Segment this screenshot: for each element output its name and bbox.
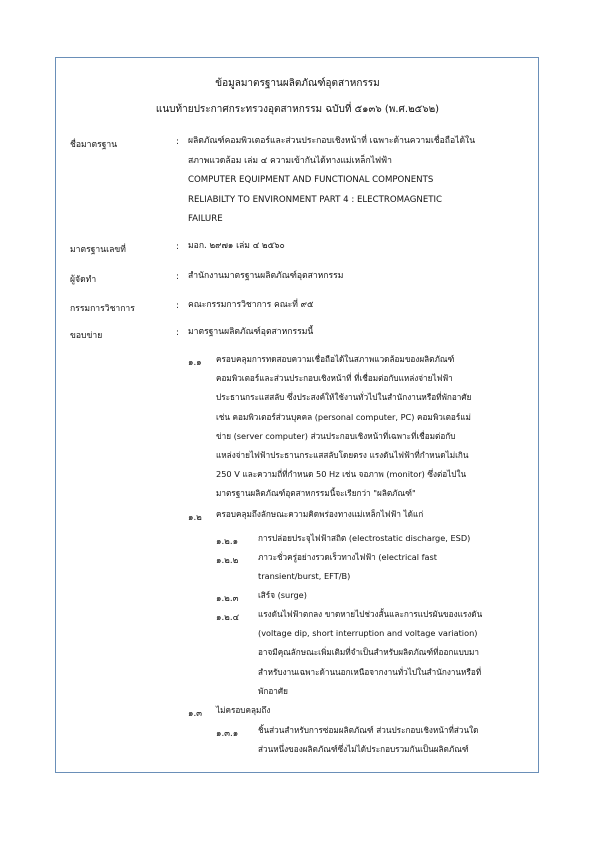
prepared-by-value: สำนักงานมาตรฐานผลิตภัณฑ์อุตสาหกรรม: [188, 271, 344, 281]
text-line: (voltage dip, short interruption and voltage variation): [258, 628, 478, 639]
document-subtitle: แนบท้ายประกาศกระทรวงอุตสาหกรรม ฉบับที่ ๕๑๓๖ (พ.ศ.๒๕๖๒): [155, 104, 440, 115]
text-line: ประธานกระแสสลับ ซึ่งประสงค์ให้ใช้งานทั่วไปในสำนักงานหรือที่พักอาศัย: [216, 392, 472, 403]
standard-name-line: COMPUTER EQUIPMENT AND FUNCTIONAL COMPONENTS: [188, 175, 434, 185]
text-line: การปล่อยประจุไฟฟ้าสถิต (electrostatic discharge, ESD): [258, 533, 471, 543]
section-1-2-3-text: [258, 586, 307, 605]
section-1-2-4-text: [258, 605, 482, 701]
section-number: ๑.๒.๑: [216, 537, 239, 547]
document-title: ข้อมูลมาตรฐานผลิตภัณฑ์อุตสาหกรรม: [215, 78, 380, 89]
colon: :: [176, 328, 179, 338]
colon: :: [176, 137, 179, 147]
section-number: ๑.๓: [188, 709, 203, 719]
section-number: ๑.๑: [188, 358, 202, 368]
standard-name-value: [188, 132, 475, 230]
text-line: ส่วนหนึ่งของผลิตภัณฑ์ซึ่งไม่ได้ประกอบรวมกันเป็นผลิตภัณฑ์: [258, 744, 469, 755]
committee-label: กรรมการวิชาการ: [70, 304, 135, 314]
colon: :: [176, 242, 179, 252]
scope-label: ขอบข่าย: [70, 331, 103, 341]
standard-name-line: RELIABILTY TO ENVIRONMENT PART 4 : ELECTROMAGNETIC: [188, 194, 443, 205]
text-line: ข่าย (server computer) ส่วนประกอบเชิงหน้าที่เฉพาะที่เชื่อมต่อกับ: [216, 430, 456, 441]
text-line: เสิร์จ (surge): [258, 590, 307, 600]
scope-value: มาตรฐานผลิตภัณฑ์อุตสาหกรรมนี้: [188, 327, 314, 337]
section-number: ๑.๓.๑: [216, 729, 239, 739]
section-1-1-text: [216, 350, 471, 504]
section-number: ๑.๒.๔: [216, 613, 240, 623]
section-1-2-1-text: [258, 529, 470, 548]
standard-number-value: มอก. ๒๙๗๑ เล่ม ๔ ๒๕๖๐: [188, 241, 285, 251]
text-line: อาจมีคุณลักษณะเพิ่มเติมที่จำเป็นสำหรับผลิตภัณฑ์ที่ออกแบบมา: [258, 647, 479, 658]
standard-number-label: มาตรฐานเลขที่: [70, 245, 126, 255]
text-line: สำหรับงานเฉพาะด้านนอกเหนือจากงานทั่วไปในสำนักงานหรือที่: [258, 666, 482, 677]
text-line: ชิ้นส่วนสำหรับการซ่อมผลิตภัณฑ์ ส่วนประกอบเชิงหน้าที่ส่วนใด: [258, 725, 479, 735]
text-line: คอมพิวเตอร์และส่วนประกอบเชิงหน้าที่ ที่เชื่อมต่อกับแหล่งจ่ายไฟฟ้า: [216, 373, 453, 384]
text-line: แรงดันไฟฟ้าตกลง ขาดหายไปช่วงสั้นและการแปรผันของแรงดัน: [258, 609, 483, 619]
text-line: transient/burst, EFT/B): [258, 571, 351, 582]
standard-name-label: ชื่อมาตรฐาน: [70, 140, 118, 150]
section-1-2-2-text: [258, 548, 437, 586]
colon: :: [176, 301, 179, 311]
standard-name-line: ผลิตภัณฑ์คอมพิวเตอร์และส่วนประกอบเชิงหน้าที่ เฉพาะด้านความเชื่อถือได้ใน: [188, 136, 476, 146]
standard-name-line: สภาพแวดล้อม เล่ม ๔ ความเข้ากันได้ทางแม่เหล็กไฟฟ้า: [188, 155, 392, 166]
text-line: ภาวะชั่วครู่อย่างรวดเร็วทางไฟฟ้า (electrical fast: [258, 552, 438, 562]
colon: :: [176, 272, 179, 282]
text-line: 250 V และความถี่ที่กำหนด 50 Hz เช่น จอภาพ (monitor) ซึ่งต่อไปใน: [216, 469, 467, 480]
text-line: ครอบคลุมการทดสอบความเชื่อถือได้ในสภาพแวดล้อมของผลิตภัณฑ์: [216, 354, 455, 364]
text-line: พักอาศัย: [258, 685, 288, 696]
section-1-2-text: ครอบคลุมถึงลักษณะความคิดพร่องทางแม่เหล็กไฟฟ้า ได้แก่: [216, 509, 424, 519]
text-line: แหล่งจ่ายไฟฟ้าประธานกระแสสลับโดยตรง แรงดันไฟฟ้าที่กำหนดไม่เกิน: [216, 450, 469, 461]
section-1-3-1-text: [258, 721, 478, 759]
standard-name-line: FAILURE: [188, 214, 223, 224]
committee-value: คณะกรรมการวิชาการ คณะที่ ๙๕: [188, 300, 314, 310]
section-number: ๑.๒.๓: [216, 594, 239, 604]
text-line: เช่น คอมพิวเตอร์ส่วนบุคคล (personal computer, PC) คอมพิวเตอร์แม่: [216, 411, 471, 422]
text-line: มาตรฐานผลิตภัณฑ์อุตสาหกรรมนี้จะเรียกว่า "ผลิตภัณฑ์": [216, 488, 416, 499]
section-1-3-text: ไม่ครอบคลุมถึง: [216, 705, 271, 715]
section-number: ๑.๒: [188, 513, 202, 523]
section-number: ๑.๒.๒: [216, 556, 239, 566]
prepared-by-label: ผู้จัดทำ: [70, 275, 97, 285]
